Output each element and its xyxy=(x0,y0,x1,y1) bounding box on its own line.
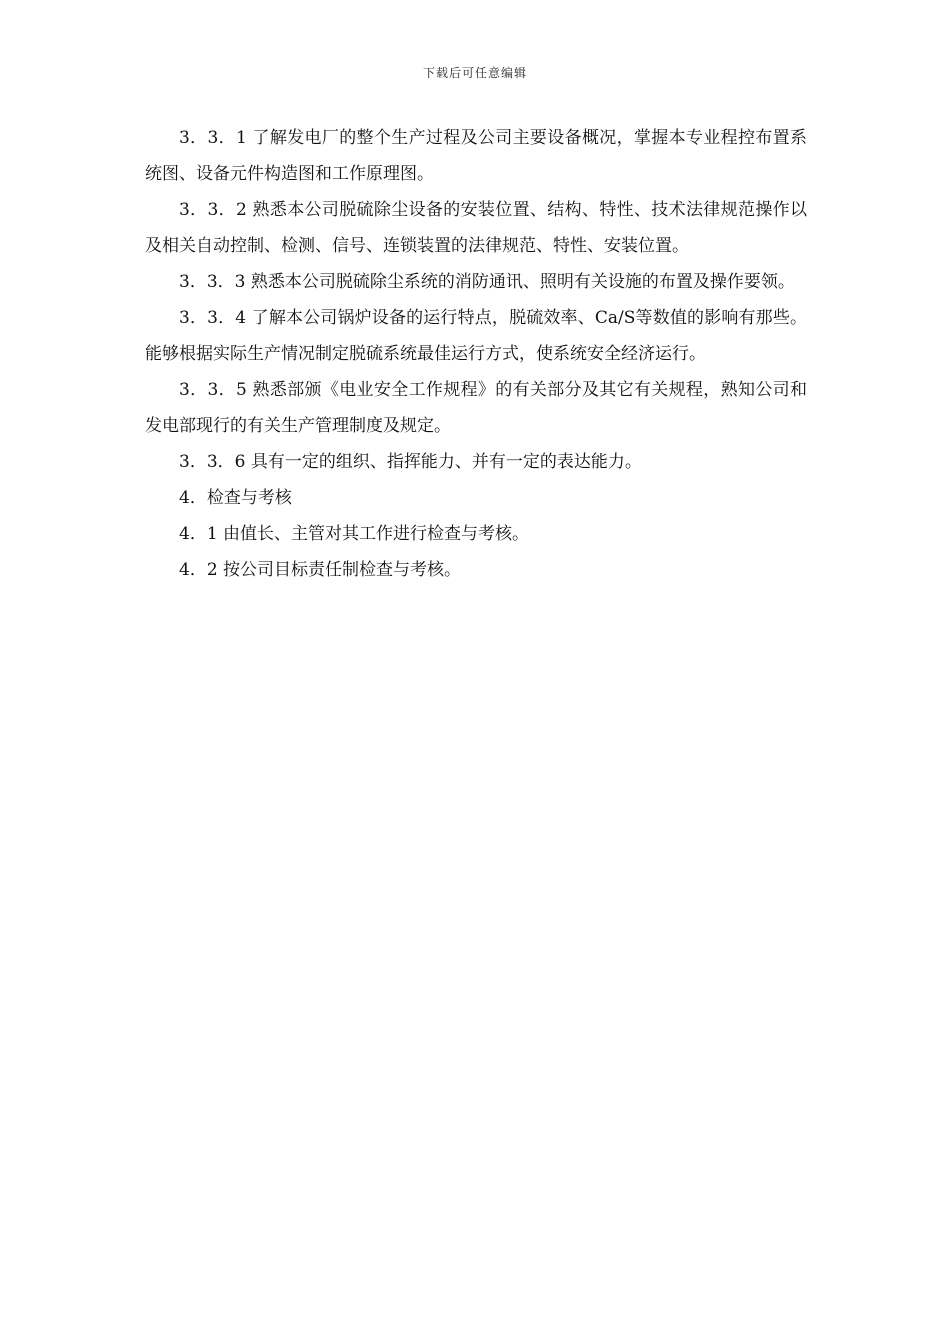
paragraph-4-1: 4．1 由值长、主管对其工作进行检查与考核。 xyxy=(179,524,530,544)
paragraph-3-3-4: 3．3．4 了解本公司锅炉设备的运行特点，脱硫效率、Ca/S等数值的影响有那些。能够根据实际生产情况制定脱硫系统最佳运行方式，使系统安全经济运行。 xyxy=(145,308,807,364)
section-heading-4: 4．检查与考核 xyxy=(179,488,292,508)
paragraph-3-3-2: 3．3．2 熟悉本公司脱硫除尘设备的安装位置、结构、特性、技术法律规范操作以及相关自动控制、检测、信号、连锁装置的法律规范、特性、安装位置。 xyxy=(145,200,807,256)
paragraph-3-3-3: 3．3．3 熟悉本公司脱硫除尘系统的消防通讯、照明有关设施的布置及操作要领。 xyxy=(179,272,795,292)
document-body xyxy=(145,120,807,588)
paragraph-3-3-1: 3．3．1 了解发电厂的整个生产过程及公司主要设备概况，掌握本专业程控布置系统图、设备元件构造图和工作原理图。 xyxy=(145,128,807,184)
paragraph-3-3-5: 3．3．5 熟悉部颁《电业安全工作规程》的有关部分及其它有关规程，熟知公司和发电部现行的有关生产管理制度及规定。 xyxy=(145,380,807,436)
paragraph-3-3-6: 3．3．6 具有一定的组织、指挥能力、并有一定的表达能力。 xyxy=(179,452,642,472)
paragraph-4-2: 4．2 按公司目标责任制检查与考核。 xyxy=(179,560,462,580)
page-header-note: 下载后可任意编辑 xyxy=(422,66,527,80)
